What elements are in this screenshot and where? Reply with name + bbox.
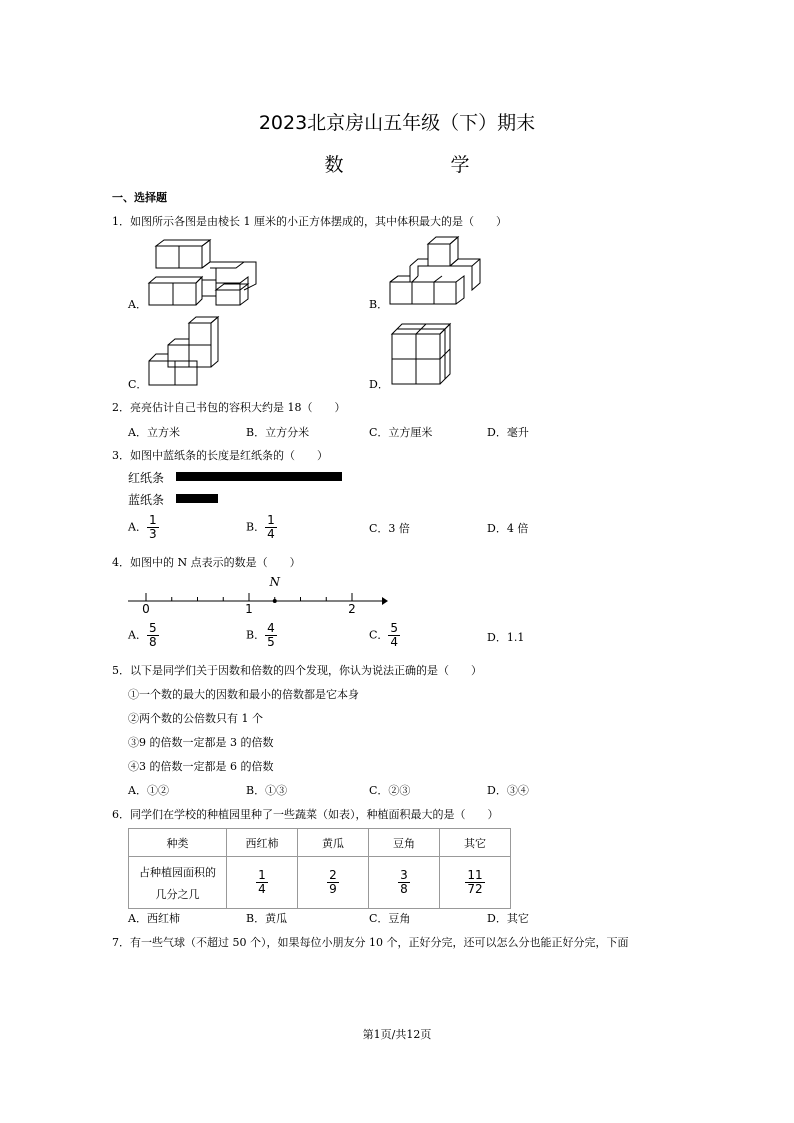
q3-option-a: A． $\frac{1}{3}$ (128, 513, 157, 541)
red-paper-strip (176, 472, 342, 481)
table-header: 西红柿 (227, 829, 298, 857)
fraction: $\frac{4}{5}$ (267, 621, 275, 649)
q6-option-d: D．其它 (487, 912, 529, 925)
q1-option-a: A． (128, 298, 147, 311)
blue-paper-strip (176, 494, 218, 503)
q1-option-b: B． (369, 298, 389, 311)
table-cell: $\frac{3}{8}$ (369, 857, 440, 909)
q5-option-c: C．②③ (369, 784, 411, 797)
page-footer: 第1页/共12页 (362, 1028, 432, 1041)
q4-option-b: B． $\frac{4}{5}$ (246, 621, 275, 649)
q4-option-d: D．1.1 (487, 631, 525, 644)
q1-option-d: D． (369, 378, 389, 391)
vegetable-table (128, 828, 511, 909)
question-7-stem: 7．有一些气球（不超过 50 个），如果每位小朋友分 10 个，正好分完，还可以怎么分也能正好分完，下面 (112, 936, 629, 949)
table-header: 豆角 (369, 829, 440, 857)
point-n (273, 599, 277, 603)
table-cell: $\frac{2}{9}$ (298, 857, 369, 909)
blue-strip-label: 蓝纸条 (128, 493, 165, 507)
question-4-stem: 4．如图中的 N 点表示的数是（ ） (112, 556, 301, 569)
q5-option-b: B．①③ (246, 784, 288, 797)
q5-option-d: D．③④ (487, 784, 529, 797)
q5-option-a: A．①② (128, 784, 169, 797)
question-1-stem: 1．如图所示各图是由棱长 1 厘米的小正方体摆成的，其中体积最大的是（ ） (112, 215, 507, 228)
cube-figure-d (390, 322, 460, 392)
tick-label: 0 (142, 602, 150, 616)
page-title: 2023北京房山五年级（下）期末 (258, 112, 536, 134)
q5-statement-3: ③9 的倍数一定都是 3 的倍数 (128, 736, 274, 749)
q3-option-c: C．3 倍 (369, 522, 410, 535)
q5-statement-4: ④3 的倍数一定都是 6 的倍数 (128, 760, 274, 773)
tick-label: 2 (348, 602, 356, 616)
table-cell: $\frac{1}{4}$ (227, 857, 298, 909)
q3-option-d: D．4 倍 (487, 522, 529, 535)
question-2-stem: 2．亮亮估计自己书包的容积大约是 18（ ） (112, 401, 346, 414)
question-3-stem: 3．如图中蓝纸条的长度是红纸条的（ ） (112, 449, 328, 462)
cube-figure-a (146, 240, 266, 310)
table-cell: $\frac{11}{72}$ (440, 857, 511, 909)
q2-option-d: D．毫升 (487, 426, 529, 439)
table-header: 黄瓜 (298, 829, 369, 857)
point-n-label: N (269, 575, 280, 589)
q2-option-b: B．立方分米 (246, 426, 310, 439)
cube-figure-b (388, 236, 488, 306)
subject-title: 数 学 (324, 154, 514, 176)
red-strip-label: 红纸条 (128, 471, 165, 485)
q2-option-c: C．立方厘米 (369, 426, 433, 439)
q6-option-c: C．豆角 (369, 912, 411, 925)
q6-option-a: A．西红柿 (128, 912, 180, 925)
table-row-label: 占种植园面积的 几分之几 (129, 857, 227, 909)
q1-option-c: C． (128, 378, 148, 391)
q6-option-b: B．黄瓜 (246, 912, 288, 925)
q5-statement-2: ②两个数的公倍数只有 1 个 (128, 712, 263, 725)
fraction: $\frac{1}{3}$ (148, 513, 157, 541)
table-header: 其它 (440, 829, 511, 857)
q3-option-b: B． $\frac{1}{4}$ (246, 513, 275, 541)
q2-option-a: A．立方米 (128, 426, 180, 439)
q5-statement-1: ①一个数的最大的因数和最小的倍数都是它本身 (128, 688, 359, 701)
table-header: 种类 (129, 829, 227, 857)
number-line (124, 574, 394, 614)
question-6-stem: 6．同学们在学校的种植园里种了一些蔬菜（如表），种植面积最大的是（ ） (112, 808, 499, 821)
tick-label: 1 (245, 602, 253, 616)
question-5-stem: 5．以下是同学们关于因数和倍数的四个发现，你认为说法正确的是（ ） (112, 664, 482, 677)
section-heading: 一、选择题 (112, 191, 167, 204)
fraction: $\frac{5}{4}$ (390, 621, 399, 649)
cube-figure-c (146, 316, 226, 386)
fraction: $\frac{5}{8}$ (148, 621, 157, 649)
q4-option-c: C． $\frac{5}{4}$ (369, 621, 399, 649)
q4-option-a: A． $\frac{5}{8}$ (128, 621, 157, 649)
fraction: $\frac{1}{4}$ (267, 513, 275, 541)
